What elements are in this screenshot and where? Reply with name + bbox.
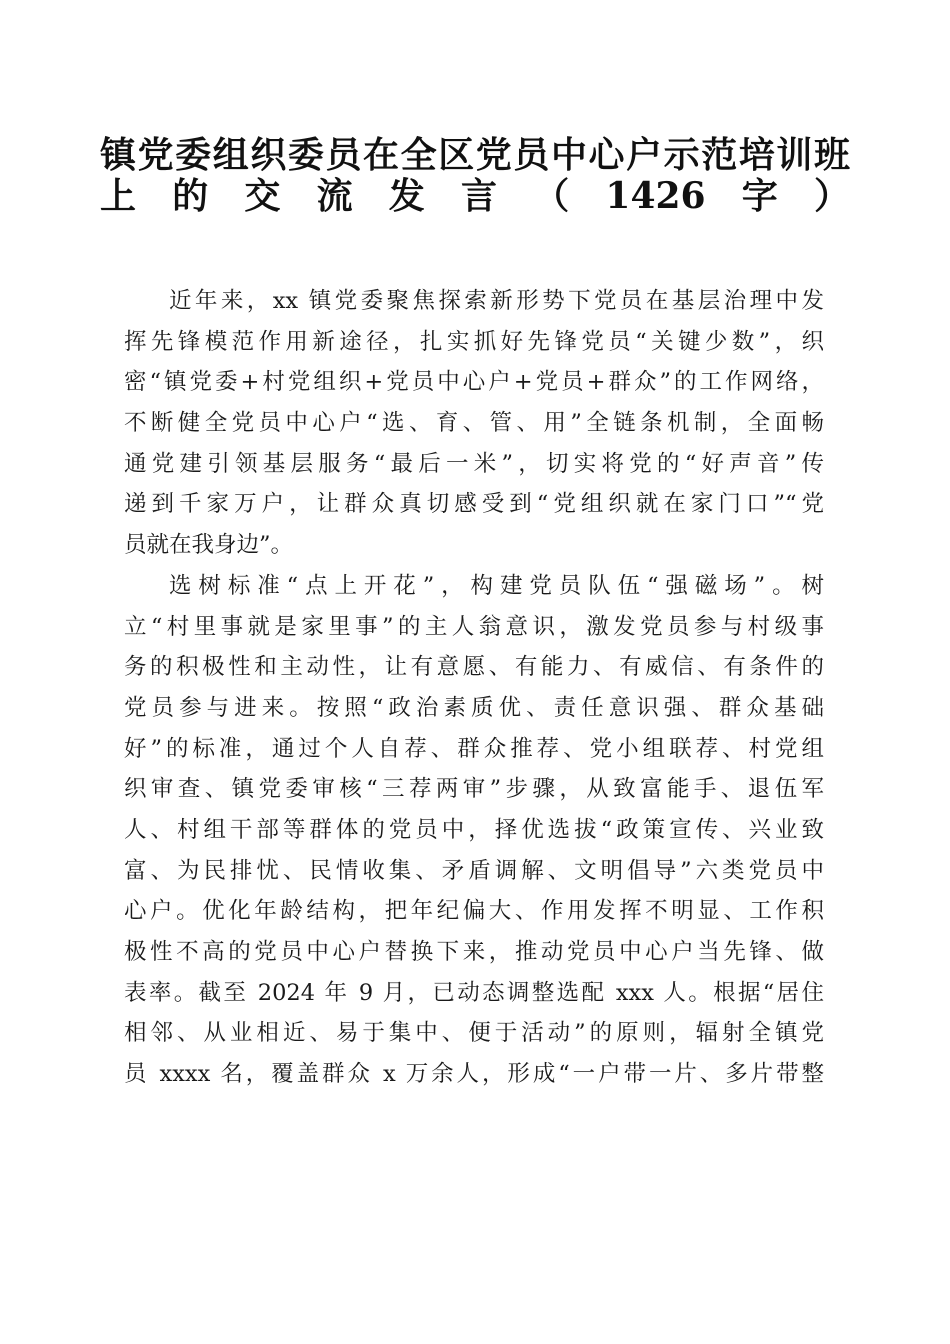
- text-line: 选树标准“点上开花”，构建党员队伍“强磁场”。树: [169, 572, 824, 599]
- text-line: 务的积极性和主动性，让有意愿、有能力、有威信、有条件的: [124, 654, 824, 681]
- text-line: 递到千家万户，让群众真切感受到“党组织就在家门口”“党: [124, 491, 824, 518]
- document-body: [124, 281, 824, 1095]
- text-line: 近年来，xx 镇党委聚焦探索新形势下党员在基层治理中发: [169, 288, 824, 314]
- text-line: 相邻、从业相近、易于集中、便于活动”的原则，辐射全镇党: [124, 1020, 824, 1047]
- text-line: 立“村里事就是家里事”的主人翁意识，激发党员参与村级事: [124, 613, 824, 640]
- text-line: 极性不高的党员中心户替换下来，推动党员中心户当先锋、做: [124, 939, 824, 965]
- text-line: 心户。优化年龄结构，把年纪偏大、作用发挥不明显、工作积: [124, 898, 824, 925]
- text-line: 密“镇党委+村党组织+党员中心户+党员+群众”的工作网络，: [124, 369, 824, 396]
- title-line-1: 镇党委组织委员在全区党员中心户示范培训班: [100, 134, 850, 176]
- document-title: [100, 135, 850, 216]
- text-line: 员 xxxx 名，覆盖群众 x 万余人，形成“一户带一片、多片带整: [124, 1061, 824, 1088]
- text-line: 员就在我身边”。: [124, 532, 294, 559]
- text-line: 党员参与进来。按照“政治素质优、责任意识强、群众基础: [124, 694, 824, 721]
- title-line-2: 上的交流发言（1426字）: [100, 174, 850, 217]
- text-line: 表率。截至 2024 年 9 月，已动态调整选配 xxx 人。根据“居住: [124, 979, 824, 1006]
- text-line: 挥先锋模范作用新途径，扎实抓好先锋党员“关键少数”，织: [124, 328, 824, 355]
- text-line: 通党建引领基层服务“最后一米”，切实将党的“好声音”传: [124, 450, 824, 477]
- text-line: 好”的标准，通过个人自荐、群众推荐、党小组联荐、村党组: [124, 735, 824, 762]
- text-line: 不断健全党员中心户“选、育、管、用”全链条机制，全面畅: [124, 410, 824, 437]
- text-line: 富、为民排忧、民情收集、矛盾调解、文明倡导”六类党员中: [124, 857, 824, 884]
- text-line: 人、村组干部等群体的党员中，择优选拔“政策宣传、兴业致: [124, 816, 824, 843]
- text-line: 织审查、镇党委审核“三荐两审”步骤，从致富能手、退伍军: [124, 776, 824, 803]
- paragraph-2: [124, 566, 824, 1095]
- paragraph-1: [124, 281, 824, 566]
